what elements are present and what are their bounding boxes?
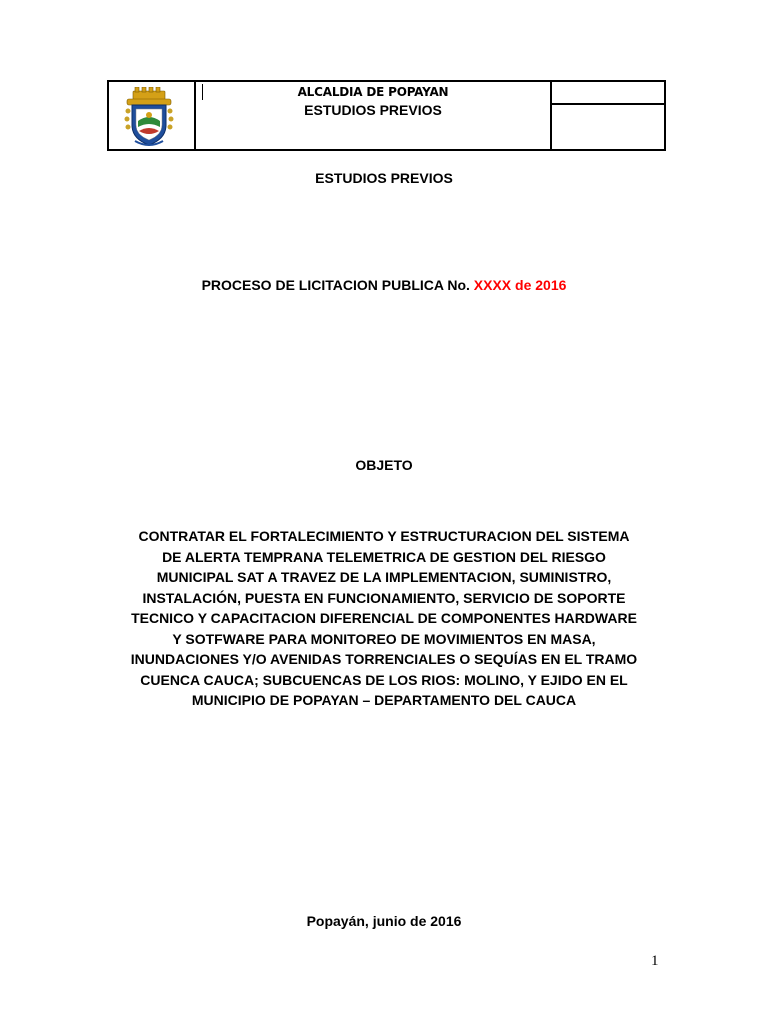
header-right-top-cell bbox=[551, 81, 665, 104]
document-header bbox=[107, 80, 666, 151]
page-number: 1 bbox=[651, 953, 659, 969]
header-title-cell bbox=[195, 81, 551, 150]
document-title: ESTUDIOS PREVIOS bbox=[315, 170, 453, 186]
process-line bbox=[0, 276, 768, 295]
object-line: DE ALERTA TEMPRANA TELEMETRICA DE GESTION DEL RIESGO bbox=[162, 548, 606, 565]
object-description bbox=[100, 526, 668, 711]
header-right-bottom-cell bbox=[551, 104, 665, 150]
place-date: Popayán, junio de 2016 bbox=[306, 913, 462, 929]
object-line: MUNICIPAL SAT A TRAVEZ DE LA IMPLEMENTACION, SUMINISTRO, bbox=[156, 569, 612, 585]
organization-name: ALCALDIA DE POPAYAN bbox=[297, 85, 449, 99]
object-line: TECNICO Y CAPACITACION DIFERENCIAL DE COMPONENTES HARDWARE bbox=[131, 610, 637, 626]
header-subtitle: ESTUDIOS PREVIOS bbox=[304, 102, 442, 118]
process-number: XXXX de 2016 bbox=[473, 277, 567, 293]
coat-of-arms-icon bbox=[123, 87, 175, 149]
process-label: PROCESO DE LICITACION PUBLICA No. bbox=[201, 277, 470, 293]
object-line: CUENCA CAUCA; SUBCUENCAS DE LOS RIOS: MOLINO, Y EJIDO EN EL bbox=[140, 671, 628, 688]
object-line: CONTRATAR EL FORTALECIMIENTO Y ESTRUCTURACION DEL SISTEMA bbox=[138, 528, 630, 544]
object-line: MUNICIPIO DE POPAYAN – DEPARTAMENTO DEL CAUCA bbox=[191, 692, 577, 708]
object-line: INSTALACIÓN, PUESTA EN FUNCIONAMIENTO, SERVICIO DE SOPORTE bbox=[142, 589, 626, 606]
object-line: Y SOTFWARE PARA MONITOREO DE MOVIMIENTOS EN MASA, bbox=[172, 630, 596, 647]
object-line: INUNDACIONES Y/O AVENIDAS TORRENCIALES O SEQUÍAS EN EL TRAMO bbox=[130, 651, 638, 667]
object-heading: OBJETO bbox=[355, 457, 413, 473]
logo-cell bbox=[108, 81, 195, 150]
